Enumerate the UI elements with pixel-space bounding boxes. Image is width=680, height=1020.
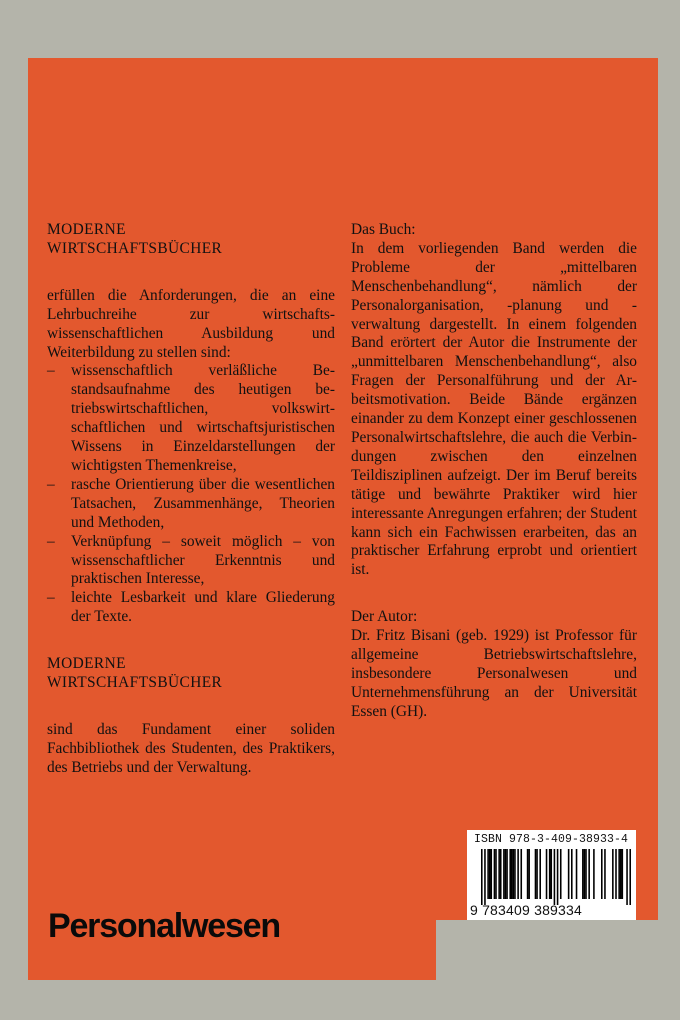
barcode-bar bbox=[576, 849, 578, 899]
book-heading: Das Buch: bbox=[351, 221, 416, 238]
barcode-bar bbox=[494, 849, 496, 899]
barcode-bar bbox=[626, 849, 628, 905]
barcode-bar bbox=[484, 849, 486, 905]
barcode-bar bbox=[513, 849, 515, 899]
barcode-bar bbox=[546, 849, 548, 899]
barcode bbox=[467, 830, 636, 920]
series-closing: sind das Fundament einer soliden Fachbibliothek des Studenten, des Praktikers, des Betriebs und der Verwaltung. bbox=[47, 720, 335, 776]
barcode-bar bbox=[601, 849, 603, 899]
series-heading-line: WIRTSCHAFTSBÜCHER bbox=[47, 674, 223, 692]
barcode-bar bbox=[514, 849, 516, 899]
requirements-list bbox=[47, 362, 335, 627]
barcode-bar bbox=[481, 849, 483, 905]
barcode-bars bbox=[481, 849, 631, 905]
barcode-bar bbox=[560, 849, 562, 899]
barcode-bar bbox=[509, 849, 511, 899]
barcode-bar bbox=[612, 849, 614, 899]
book-title: Personalwesen bbox=[48, 907, 280, 945]
series-heading-line: MODERNE bbox=[47, 655, 126, 673]
barcode-bar bbox=[511, 849, 513, 899]
barcode-bar bbox=[620, 849, 622, 899]
barcode-bar bbox=[536, 849, 538, 899]
list-item-text: Verknüpfung – soweit möglich – von wissenschaftlicher Erkenntnis und praktischen Interesse, bbox=[71, 532, 335, 588]
left-column bbox=[47, 221, 335, 778]
dash-marker: – bbox=[47, 362, 55, 380]
series-heading-1 bbox=[47, 221, 335, 259]
barcode-bar bbox=[554, 849, 556, 905]
series-heading-2 bbox=[47, 655, 335, 693]
barcode-bar bbox=[550, 849, 552, 899]
list-item-text: leichte Lesbarkeit und klare Gliederung der Texte. bbox=[71, 589, 335, 626]
list-item bbox=[47, 589, 335, 627]
list-item bbox=[47, 476, 335, 533]
barcode-bar bbox=[588, 849, 590, 899]
barcode-bar bbox=[490, 849, 492, 899]
list-item bbox=[47, 533, 335, 590]
right-column bbox=[351, 221, 637, 722]
barcode-bar bbox=[557, 849, 559, 905]
barcode-bar bbox=[517, 849, 519, 899]
barcode-bar bbox=[498, 849, 500, 899]
dash-marker: – bbox=[47, 532, 55, 550]
ean-digits: 9 783409 389334 bbox=[470, 902, 582, 918]
isbn-label: ISBN 978-3-409-38933-4 bbox=[474, 833, 629, 846]
list-item bbox=[47, 362, 335, 475]
author-heading: Der Autor: bbox=[351, 608, 418, 626]
barcode-bar bbox=[549, 849, 551, 899]
barcode-bar bbox=[487, 849, 489, 899]
series-heading-line: WIRTSCHAFTSBÜCHER bbox=[47, 239, 223, 257]
barcode-bar bbox=[503, 849, 505, 899]
series-intro: erfüllen die Anforderungen, die an eine Lehrbuchreihe zur wirtschaftswissenschaftlichen Ausbildung und Weiterbildung zu stellen sind: bbox=[47, 286, 335, 361]
barcode-bar bbox=[571, 849, 573, 899]
series-heading-line: MODERNE bbox=[47, 221, 126, 238]
barcode-bar bbox=[528, 849, 530, 899]
dash-marker: – bbox=[47, 589, 55, 607]
barcode-bar bbox=[615, 849, 617, 899]
list-item-text: wissenschaftlich verläßliche Bestandsaufnahme des heutigen betriebswirtschaftlichen, volkswirtschaftlichen und wirtschaftsjuristischen Wissens in Einzeldarstellungen der wichtigsten Themenkreise, bbox=[71, 362, 335, 474]
barcode-bar bbox=[527, 849, 529, 899]
barcode-bar bbox=[622, 849, 624, 899]
barcode-bar bbox=[495, 849, 497, 899]
barcode-bar bbox=[629, 849, 631, 905]
barcode-bar bbox=[604, 849, 606, 899]
dash-marker: – bbox=[47, 475, 55, 493]
barcode-bar bbox=[593, 849, 595, 899]
barcode-bar bbox=[505, 849, 507, 899]
barcode-bar bbox=[539, 849, 541, 899]
book-description: In dem vorliegenden Band werden die Probleme der „mittelbaren Menschenbehandlung“, nämlich der Personalorganisation, -planung und -verwaltung dargestellt. In einem folgenden Band erörtert der Autor die Instrumente der „unmittelbaren Menschenbehandlung“, also Fragen der Personalführung und der Arbeitsmotivation. Beide Bände ergänzen einander zu dem Konzept einer geschlossenen Personalwirtschaftslehre, die auch die Verbindungen zwischen den einzelnen Teildisziplinen aufzeigt. Der im Beruf bereits tätige und bewährte Praktiker wird hier interessante Anregungen erfahren; der Student kann sich ein Fachwissen erarbeiten, das an praktischer Erfahrung erprobt und orientiert ist. bbox=[351, 239, 637, 579]
barcode-bar bbox=[568, 849, 570, 899]
barcode-bar bbox=[500, 849, 502, 899]
barcode-bar bbox=[489, 849, 491, 899]
barcode-bar bbox=[584, 849, 586, 899]
barcode-bar bbox=[585, 849, 587, 899]
author-description: Dr. Fritz Bisani (geb. 1929) ist Professor für allgemeine Betriebswirtschaftslehre, insbesondere Personalwesen und Unternehmensführung an der Universität Essen (GH). bbox=[351, 627, 637, 720]
barcode-bar bbox=[520, 849, 522, 899]
barcode-bar bbox=[535, 849, 537, 899]
barcode-bar bbox=[618, 849, 620, 899]
barcode-bar bbox=[582, 849, 584, 899]
barcode-bar bbox=[506, 849, 508, 899]
list-item-text: rasche Orientierung über die wesentlichen Tatsachen, Zusammenhänge, Theorien und Methoden, bbox=[71, 475, 335, 531]
